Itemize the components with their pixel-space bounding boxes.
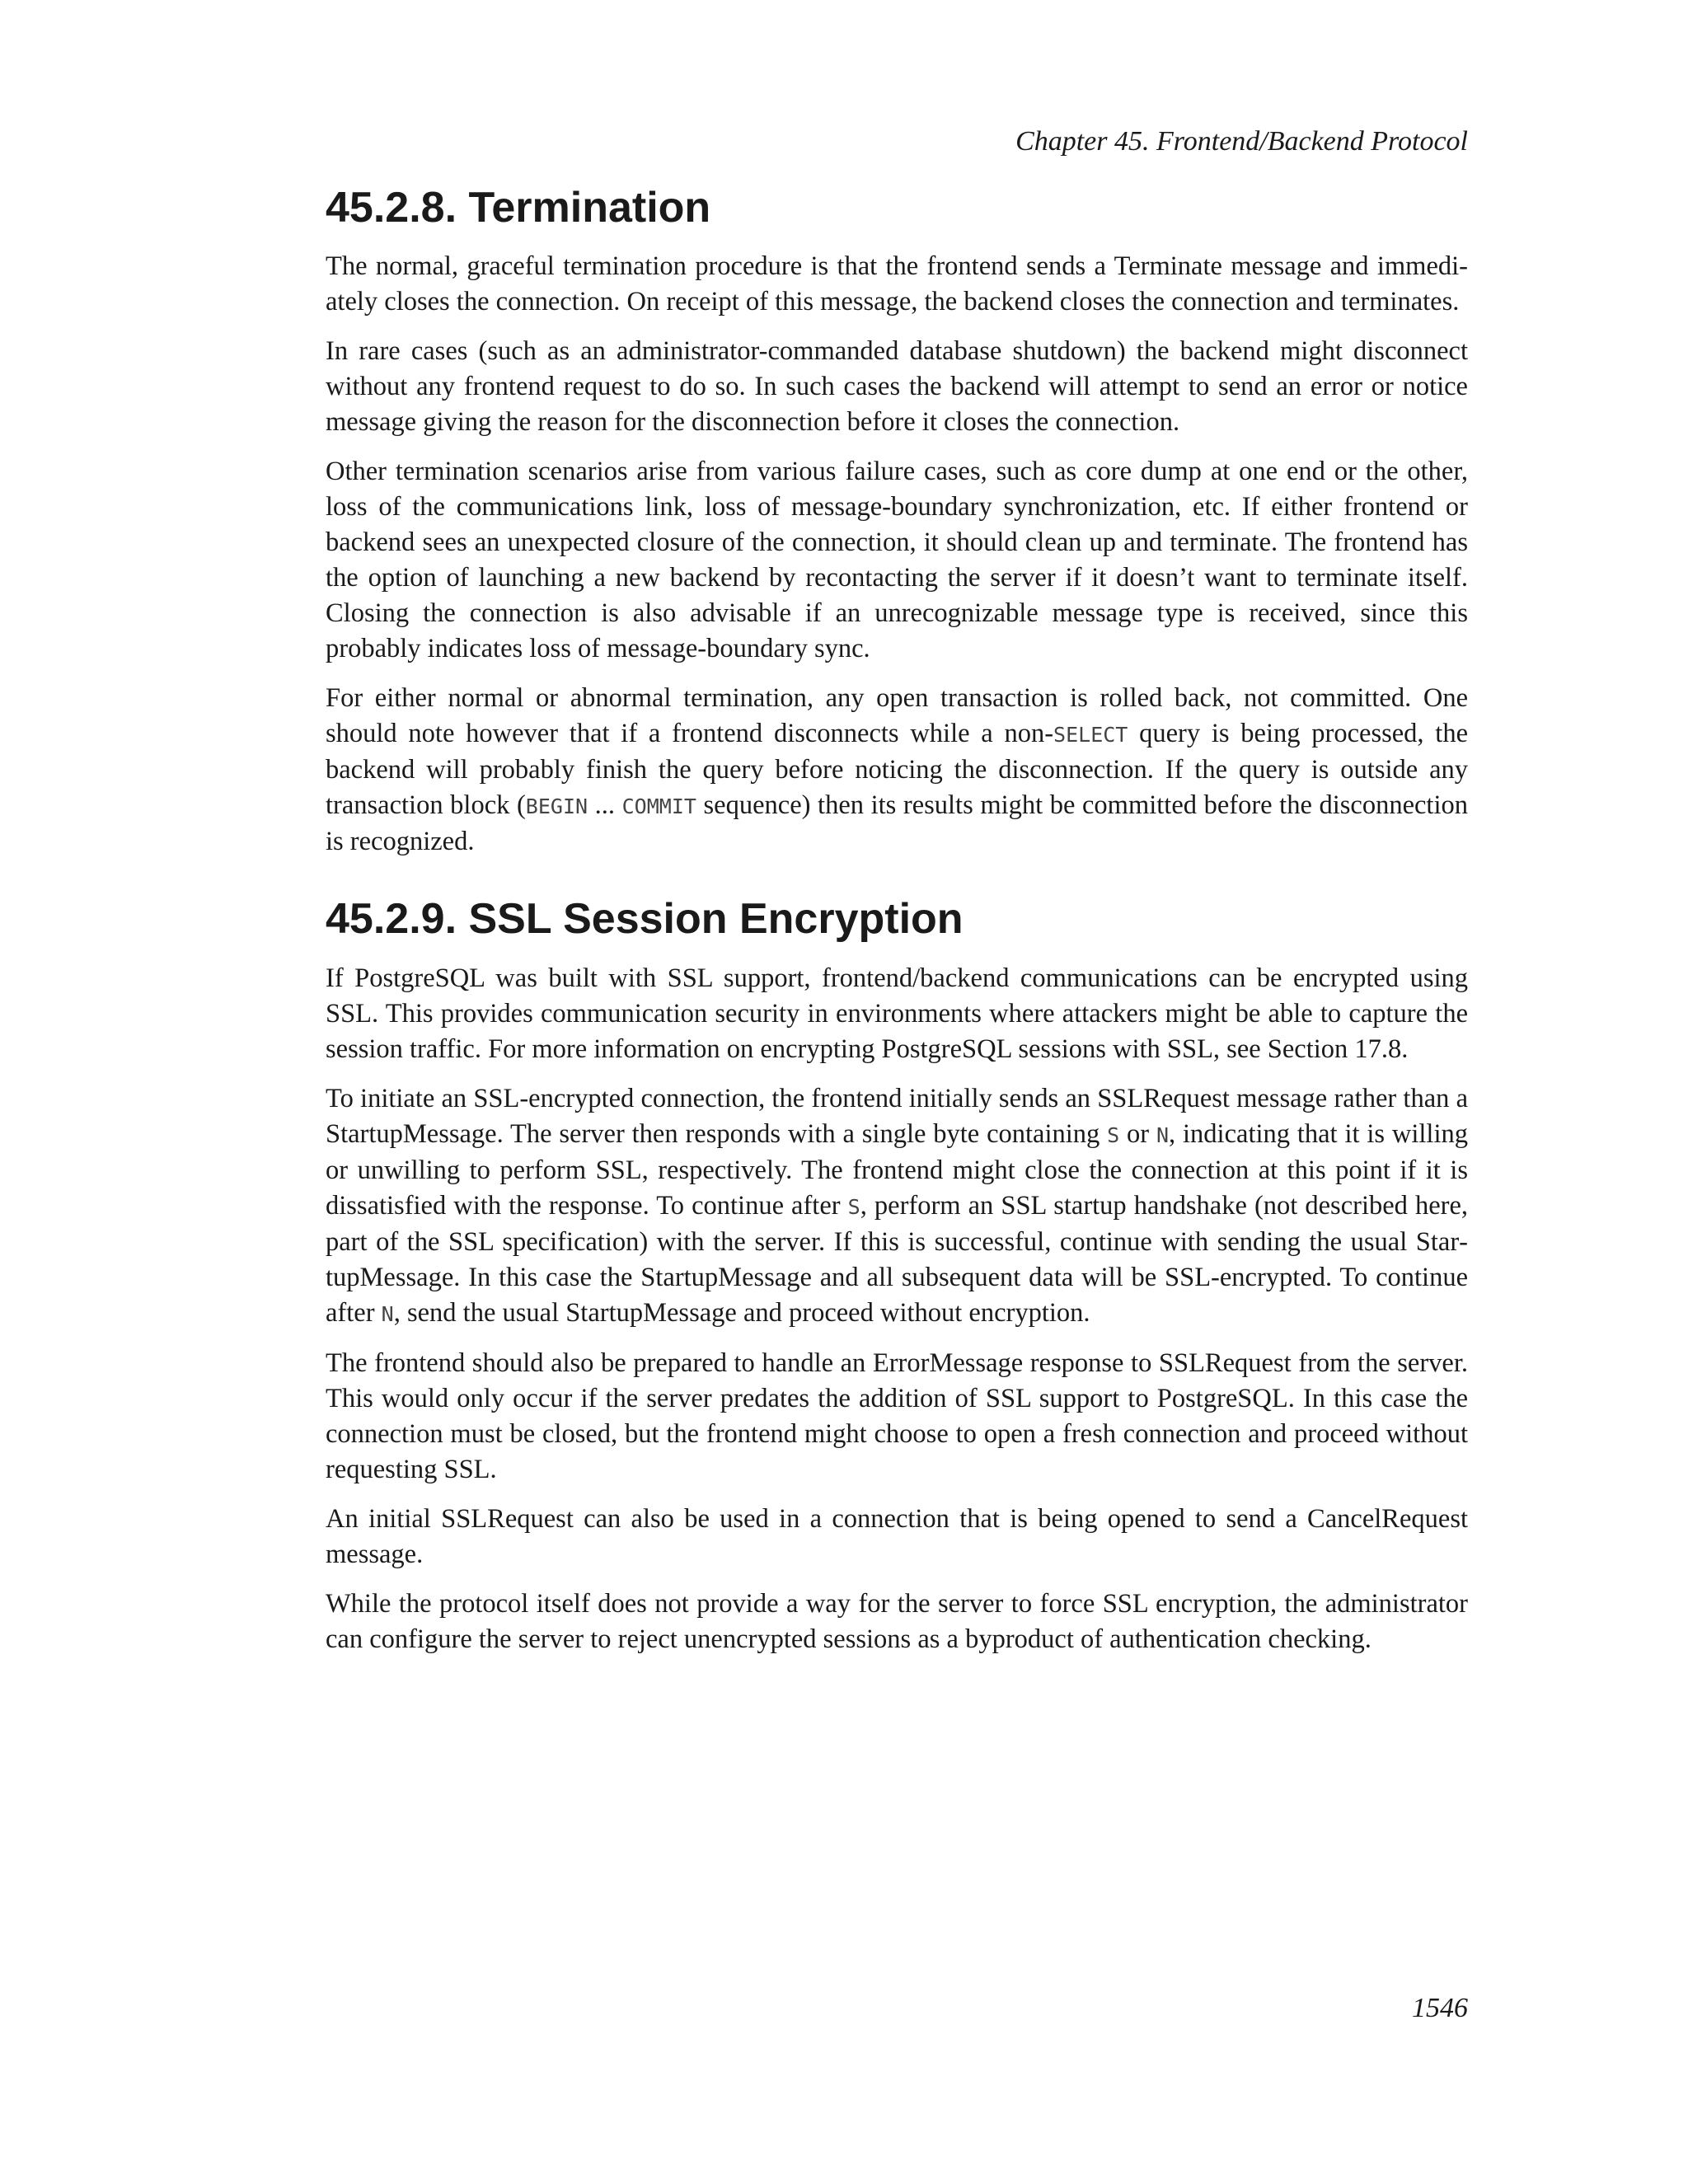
running-header: Chapter 45. Frontend/Backend Protocol — [1015, 126, 1468, 157]
paragraph: The frontend should also be prepared to handle an ErrorMessage response to SSLRequest from the server. This would only occur if the server predates the addition of SSL support to PostgreSQL. In this case the connection must be closed, but the frontend might choose to open a fresh connection and proceed without requesting SSL. — [326, 1348, 1468, 1484]
paragraph — [326, 681, 1468, 860]
code-keyword: N — [1156, 1123, 1170, 1147]
text-run: For either normal or abnormal termination, any open transaction is rolled back, not committed. One should note however that if a frontend disconnects while a non- — [326, 683, 1468, 748]
document-page — [326, 0, 1468, 2184]
section-body-termination — [326, 249, 1468, 874]
code-keyword: S — [847, 1195, 860, 1219]
paragraph: While the protocol itself does not provide a way for the server to force SSL encryption, the administrator can configure the server to reject unencrypted sessions as a byproduct of authentication checking. — [326, 1589, 1468, 1654]
text-run: , send the usual StartupMessage and proceed without encryption. — [393, 1298, 1090, 1328]
paragraph: Other termination scenarios arise from various failure cases, such as core dump at one end or the other, loss of the communications link, loss of message-boundary synchronization, etc. If either frontend or backend sees an unexpected closure of the connection, it should clean up and terminate. The frontend has the option of launching a new backend by recontacting the server if it doesn’t want to terminate itself. Closing the connection is also advisable if an unrecognizable message type is received, since this probably indicates loss of message-boundary sync. — [326, 457, 1468, 663]
text-run: , perform an SSL startup handshake (not described here, part of the SSL specification) with the server. If this is successful, continue with sending the usual StartupMessage. In this case the StartupMessage and all subsequent data will be SSL-encrypted. To continue after — [326, 1191, 1468, 1328]
text-run: or — [1119, 1119, 1156, 1149]
code-keyword: COMMIT — [621, 794, 696, 818]
paragraph — [326, 1081, 1468, 1332]
code-keyword: SELECT — [1053, 723, 1128, 747]
paragraph: In rare cases (such as an administrator-commanded database shutdown) the backend might disconnect without any frontend request to do so. In such cases the backend will attempt to send an error or notice message giving the reason for the disconnection before it closes the connection. — [326, 336, 1468, 437]
section-heading-termination: 45.2.8. Termination — [326, 184, 711, 232]
text-run: To initiate an SSL-encrypted connection, the frontend initially sends an SSLRequest message rather than a StartupMessage. The server then responds with a single byte containing — [326, 1084, 1468, 1149]
page-number: 1546 — [1412, 1993, 1468, 2023]
section-body-ssl — [326, 961, 1468, 1671]
paragraph: The normal, graceful termination procedure is that the frontend sends a Terminate message and immediately closes the connection. On receipt of this message, the backend closes the connection and terminates. — [326, 251, 1468, 316]
paragraph: An initial SSLRequest can also be used in a connection that is being opened to send a CancelRequest message. — [326, 1504, 1468, 1569]
text-run: sequence) then its results might be committed before the disconnection is recognized. — [326, 790, 1468, 856]
text-run: ... — [588, 790, 622, 820]
code-keyword: N — [381, 1302, 394, 1326]
code-keyword: BEGIN — [525, 794, 588, 818]
code-keyword: S — [1107, 1123, 1120, 1147]
section-heading-ssl: 45.2.9. SSL Session Encryption — [326, 895, 964, 943]
text-run: , indicating that it is willing or unwilling to perform SSL, respectively. The frontend might close the connection at this point if it is dissatisfied with the response. To continue after — [326, 1119, 1468, 1221]
text-run: query is being processed, the backend will probably finish the query before noticing the disconnection. If the query is outside any transaction block ( — [326, 719, 1468, 820]
paragraph: If PostgreSQL was built with SSL support, frontend/backend communications can be encrypted using SSL. This provides communication security in environments where attackers might be able to capture the session traffic. For more information on encrypting PostgreSQL sessions with SSL, see Section 17.8. — [326, 963, 1468, 1064]
